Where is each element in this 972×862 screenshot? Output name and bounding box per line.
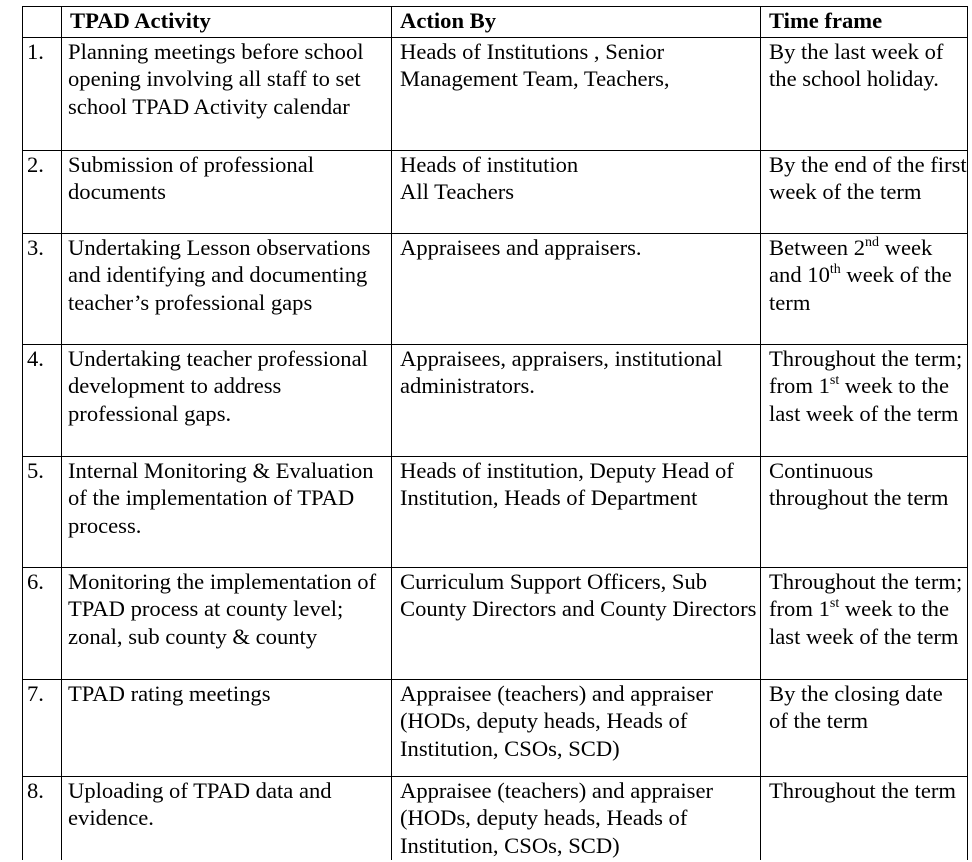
row-number: 1. — [23, 37, 62, 150]
tpad-activity-table — [22, 6, 968, 860]
row-activity: Planning meetings before school opening involving all staff to set school TPAD Activity calendar — [62, 37, 392, 150]
row-activity: Internal Monitoring & Evaluation of the implementation of TPAD process. — [62, 456, 392, 567]
ordinal-suffix: st — [829, 373, 840, 388]
time-frame-text: Throughout the term; from 1 — [769, 345, 963, 398]
row-number: 2. — [23, 150, 62, 233]
table-header-row — [23, 7, 968, 38]
table-row — [23, 679, 968, 776]
row-activity: Submission of professional documents — [62, 150, 392, 233]
row-action-by: Curriculum Support Officers, Sub County Directors and County Directors — [392, 567, 761, 679]
time-frame-text: week and 10 — [769, 234, 933, 287]
ordinal-suffix: st — [829, 596, 840, 611]
row-action-by: Heads of Institutions , Senior Management Team, Teachers, — [392, 37, 761, 150]
row-action-by — [392, 150, 761, 233]
row-time-frame: By the closing date of the term — [761, 679, 968, 776]
row-activity: TPAD rating meetings — [62, 679, 392, 776]
row-time-frame — [761, 567, 968, 679]
row-time-frame: Continuous throughout the term — [761, 456, 968, 567]
table-row — [23, 233, 968, 344]
action-by-line: All Teachers — [400, 179, 515, 204]
header-number — [23, 7, 62, 38]
row-time-frame: Throughout the term — [761, 776, 968, 860]
header-time-frame: Time frame — [761, 7, 968, 38]
row-number: 8. — [23, 776, 62, 860]
row-action-by: Appraisees and appraisers. — [392, 233, 761, 344]
row-action-by: Heads of institution, Deputy Head of Institution, Heads of Department — [392, 456, 761, 567]
row-number: 3. — [23, 233, 62, 344]
time-frame-text: week to the last week of the term — [769, 373, 959, 426]
ordinal-suffix: th — [829, 262, 841, 277]
row-time-frame — [761, 233, 968, 344]
row-activity: Uploading of TPAD data and evidence. — [62, 776, 392, 860]
table-row — [23, 776, 968, 860]
time-frame-text: Throughout the term; from 1 — [769, 568, 963, 621]
table-row — [23, 456, 968, 567]
row-action-by: Appraisee (teachers) and appraiser (HODs, deputy heads, Heads of Institution, CSOs, SCD) — [392, 679, 761, 776]
row-activity: Monitoring the implementation of TPAD process at county level; zonal, sub county & county — [62, 567, 392, 679]
row-time-frame: By the last week of the school holiday. — [761, 37, 968, 150]
table-row — [23, 344, 968, 456]
header-activity: TPAD Activity — [62, 7, 392, 38]
header-action-by: Action By — [392, 7, 761, 38]
row-number: 6. — [23, 567, 62, 679]
row-number: 7. — [23, 679, 62, 776]
row-action-by: Appraisees, appraisers, institutional administrators. — [392, 344, 761, 456]
row-number: 4. — [23, 344, 62, 456]
time-frame-text: week to the last week of the term — [769, 596, 959, 649]
action-by-line: Heads of institution — [400, 151, 579, 177]
row-number: 5. — [23, 456, 62, 567]
row-activity: Undertaking teacher professional development to address professional gaps. — [62, 344, 392, 456]
ordinal-suffix: nd — [865, 234, 879, 250]
row-activity: Undertaking Lesson observations and identifying and documenting teacher’s professional gaps — [62, 233, 392, 344]
table-row — [23, 150, 968, 233]
time-frame-text: week of the term — [769, 262, 952, 315]
table-row — [23, 567, 968, 679]
row-action-by: Appraisee (teachers) and appraiser (HODs, deputy heads, Heads of Institution, CSOs, SCD) — [392, 776, 761, 860]
table-row — [23, 37, 968, 150]
row-time-frame — [761, 344, 968, 456]
row-time-frame: By the end of the first week of the term — [761, 150, 968, 233]
time-frame-text: Between 2 — [769, 234, 865, 260]
